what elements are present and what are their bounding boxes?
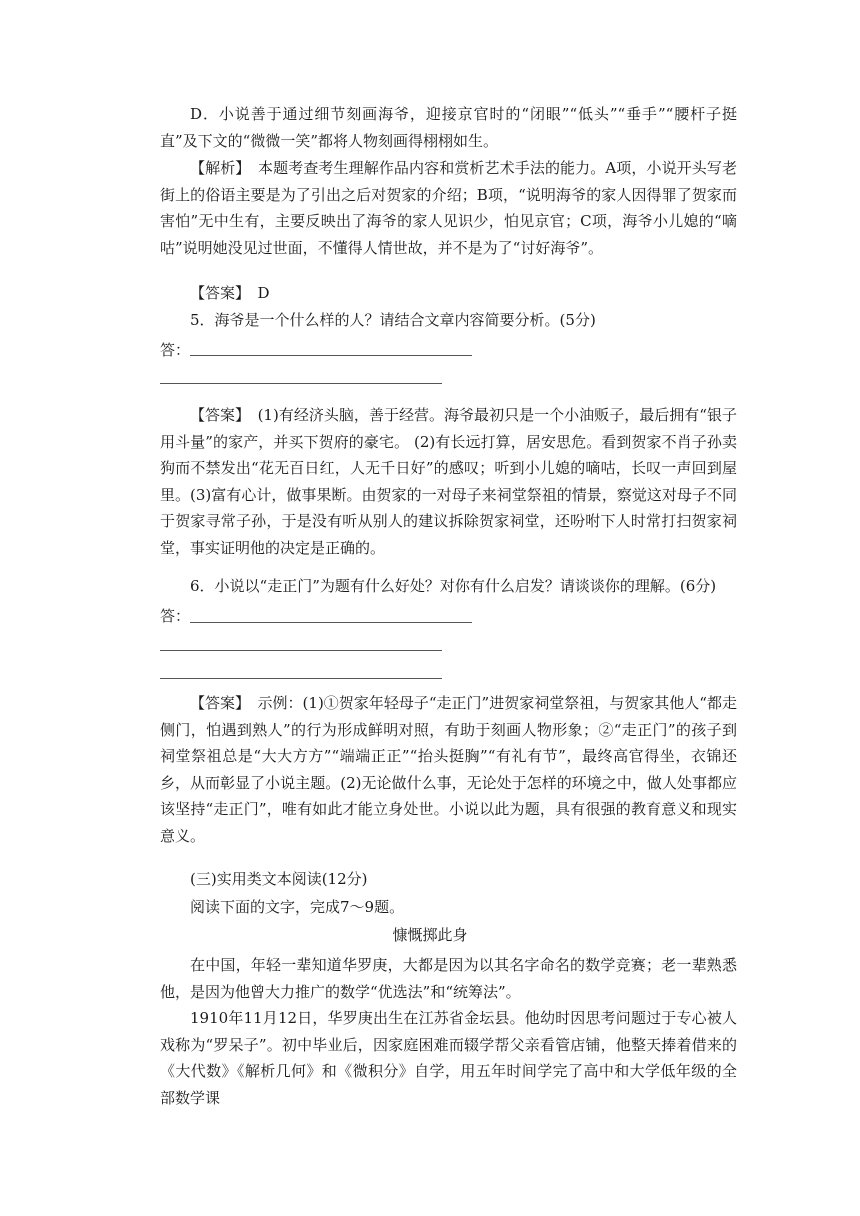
q4-option-d: D．小说善于通过细节刻画海爷，迎接京官时的“闭眼”“低头”“垂手”“腰杆子挺直”及下文的“微微一笑”都将人物刻画得栩栩如生。 <box>160 105 737 150</box>
q5-question: 5．海爷是一个什么样的人？请结合文章内容简要分析。(5分) <box>190 311 596 329</box>
q4-answer: 【答案】 D <box>190 284 270 302</box>
q6-answer-prompt: 答： <box>160 607 191 625</box>
q4-analysis: 【解析】 本题考查考生理解作品内容和赏析艺术手法的能力。A项，小说开头写老街上的俗语主要是为了引出之后对贺家的介绍；B项，“说明海爷的家人因得罪了贺家而害怕”无中生有，主要反映出了海爷的家人见识少，怕见京官；C项，海爷小儿媳的“嘀咕”说明她没见过世面，不懂得人情世故，并不是为了“讨好海爷”。 <box>160 159 737 257</box>
q6-answer-line-3[interactable] <box>160 678 442 679</box>
q5-answer-line-2[interactable] <box>160 383 442 384</box>
q5-answer-prompt: 答： <box>160 341 191 359</box>
article-title: 慷慨掷此身 <box>392 926 468 944</box>
q6-answer-line-2[interactable] <box>160 650 442 651</box>
article-paragraph-2: 1910年11月12日，华罗庚出生在江苏省金坛县。他幼时因思考问题过于专心被人戏称为“罗呆子”。初中毕业后，因家庭困难而辍学帮父亲看管店铺，他整天捧着借来的《大代数》《解析几何》和《微积分》自学，用五年时间学完了高中和大学低年级的全部数学课 <box>160 1009 737 1107</box>
section-3-heading: (三)实用类文本阅读(12分) <box>190 870 368 888</box>
q6-answer-line-1[interactable] <box>190 622 472 623</box>
article-paragraph-1: 在中国，年轻一辈知道华罗庚，大都是因为以其名字命名的数学竞赛；老一辈熟悉他，是因为他曾大力推广的数学“优选法”和“统筹法”。 <box>160 956 737 1001</box>
section-3-instruction: 阅读下面的文字，完成7～9题。 <box>190 898 405 916</box>
q6-answer: 【答案】 示例：(1)①贺家年轻母子“走正门”进贺家祠堂祭祖，与贺家其他人“都走侧门，怕遇到熟人”的行为形成鲜明对照，有助于刻画人物形象；②“走正门”的孩子到祠堂祭祖总是“大大方方”“端端正正”“抬头挺胸”“有礼有节”，最终高官得坐，衣锦还乡，从而彰显了小说主题。(2)无论做什么事，无论处于怎样的环境之中，做人处事都应该坚持“走正门”，唯有如此才能立身处世。小说以此为题，具有很强的教育意义和现实意义。 <box>160 694 737 845</box>
q5-answer-line-1[interactable] <box>190 355 472 356</box>
q5-answer: 【答案】 (1)有经济头脑，善于经营。海爷最初只是一个小油贩子，最后拥有“银子用斗量”的家产，并买下贺府的豪宅。 (2)有长远打算，居安思危。看到贺家不肖子孙卖狗而不禁发出“花无百日红，人无千日好”的感叹；听到小儿媳的嘀咕，长叹一声回到屋里。(3)富有心计，做事果断。由贺家的一对母子来祠堂祭祖的情景，察觉这对母子不同于贺家寻常子孙，于是没有听从别人的建议拆除贺家祠堂，还吩咐下人时常打扫贺家祠堂，事实证明他的决定是正确的。 <box>160 406 737 557</box>
q6-question: 6．小说以“走正门”为题有什么好处？对你有什么启发？请谈谈你的理解。(6分) <box>190 577 717 595</box>
